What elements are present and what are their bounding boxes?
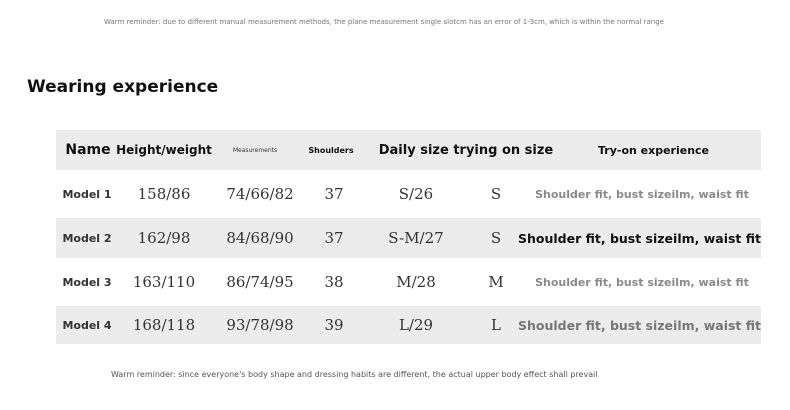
shoulders-value: 39: [324, 316, 344, 334]
try-on-experience-text: Shoulder fit, bust sizeilm, waist fit: [517, 317, 762, 333]
daily-size-value: S-M/27: [388, 229, 444, 247]
top-reminder-note: Warm reminder: due to different manual measurement methods, the plane measurement single slotcm has an error of 1-3cm, which is within the normal range: [104, 18, 664, 26]
height-weight-value: 168/118: [132, 316, 196, 334]
header-try-on-experience: Try-on experience: [597, 143, 710, 157]
header-measurements: Measurements: [232, 146, 278, 154]
daily-size-value: S/26: [398, 185, 434, 203]
height-weight-value: 158/86: [137, 185, 191, 203]
model-label: Model 3: [62, 275, 112, 289]
daily-size-value: M/28: [396, 273, 436, 291]
measurements-value: 86/74/95: [226, 273, 294, 291]
measurements-value: 74/66/82: [226, 185, 294, 203]
trying-size-value: L: [491, 316, 501, 334]
table-row: [56, 174, 761, 214]
section-title: Wearing experience: [27, 77, 219, 97]
model-label: Model 4: [62, 318, 112, 332]
try-on-experience-text: Shoulder fit, bust sizeilm, waist fit: [535, 187, 749, 201]
header-height-weight: Height/weight: [116, 143, 212, 157]
measurements-value: 84/68/90: [226, 229, 294, 247]
table-row: [56, 262, 761, 302]
header-shoulders: Shoulders: [308, 145, 354, 155]
height-weight-value: 162/98: [137, 229, 191, 247]
daily-size-value: L/29: [398, 316, 434, 334]
trying-size-value: M: [488, 273, 504, 291]
header-daily-size: Daily size trying on size: [378, 142, 554, 158]
measurements-value: 93/78/98: [226, 316, 294, 334]
model-label: Model 2: [62, 231, 112, 245]
try-on-experience-text: Shoulder fit, bust sizeilm, waist fit: [517, 230, 762, 246]
table-row: [56, 218, 761, 258]
header-name: Name: [65, 142, 111, 158]
model-label: Model 1: [62, 187, 112, 201]
trying-size-value: S: [490, 229, 502, 247]
bottom-reminder-note: Warm reminder: since everyone's body shape and dressing habits are different, the actual upper body effect shall prevail: [111, 370, 598, 379]
shoulders-value: 37: [324, 185, 344, 203]
shoulders-value: 38: [324, 273, 344, 291]
try-on-experience-text: Shoulder fit, bust sizeilm, waist fit: [535, 275, 749, 289]
table-header-row: [56, 130, 761, 170]
trying-size-value: S: [490, 185, 502, 203]
height-weight-value: 163/110: [132, 273, 196, 291]
shoulders-value: 37: [324, 229, 344, 247]
table-row: [56, 306, 761, 344]
